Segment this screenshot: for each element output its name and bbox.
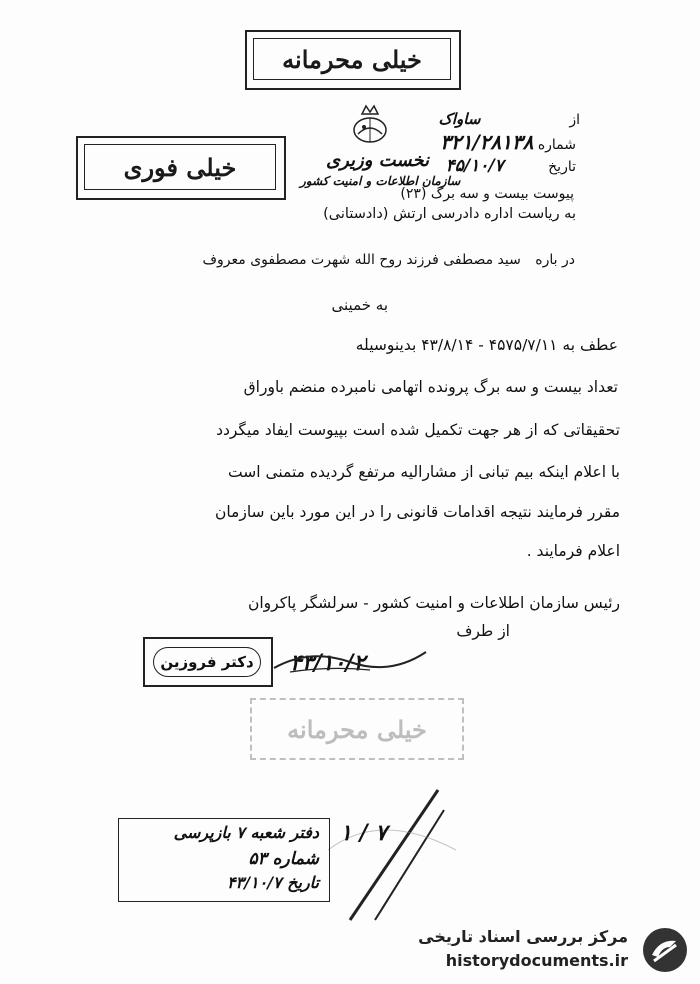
letterhead-org: سازمان اطلاعات و امنیت کشور [300, 174, 461, 188]
registry-margin-note: ۷ / ۱ [340, 820, 388, 846]
signature-on-behalf: از طرف [456, 622, 510, 640]
number-field [440, 130, 576, 154]
archive-logo-icon [640, 925, 690, 975]
diagonal-marking [320, 780, 460, 930]
enclosure-field: پیوست بیست و سه برگ (۲۳) [400, 186, 574, 202]
subject-line [203, 252, 576, 268]
faint-classification-stamp [250, 698, 464, 760]
body-line-4: مقرر فرمایند نتیجه اقدامات قانونی را در این مورد باین سازمان [214, 503, 620, 521]
date-value: ۴۵/۱۰/۷ [445, 156, 504, 176]
body-line-3: با اعلام اینکه بیم تبانی از مشارالیه مرتفع گردیده متمنی است [228, 463, 620, 481]
subject-text: سید مصطفی فرزند روح الله شهرت مصطفوی معروف [202, 252, 521, 268]
handwritten-date: ۴۳/۱۰/۲ [290, 650, 366, 676]
signature-title: رئیس سازمان اطلاعات و امنیت کشور - سرلشگر پاکروان [247, 594, 620, 612]
subject-label: در باره [535, 252, 575, 268]
footer-url: historydocuments.ir [445, 951, 628, 970]
footer-watermark [410, 925, 690, 975]
registry-stamp [118, 818, 330, 902]
number-label: شماره [537, 137, 576, 153]
registry-line-3: تاریخ ۴۳/۱۰/۷ [226, 873, 319, 892]
footer-org-name: مرکز بررسی اسناد تاریخی [418, 927, 628, 946]
number-value: ۳۲۱/۲۸۱۳۸ [440, 130, 534, 154]
subject-line-2: به خمینی [331, 296, 388, 314]
from-field [438, 110, 580, 128]
classification-stamp [245, 30, 461, 90]
signature-scribble [270, 638, 430, 678]
date-label: تاریخ [548, 159, 576, 175]
classification-stamp-text: خیلی محرمانه [282, 44, 422, 74]
signature-stamp-inner [153, 647, 261, 677]
registry-line-2: شماره ۵۳ [248, 849, 319, 869]
body-line-1: تعداد بیست و سه برگ پرونده اتهامی نامبرده منضم باوراق [243, 378, 618, 396]
letterhead-office: نخست وزیری [326, 150, 430, 171]
signature-stamp-name: دکتر فروزین [160, 653, 254, 671]
body-reference: عطف به ۴۵۷۵/۷/۱۱ - ۴۳/۸/۱۴ بدینوسیله [355, 336, 618, 354]
recipient-field: به ریاست اداره دادرسی ارتش (دادستانی) [323, 206, 576, 222]
faint-classification-stamp-text: خیلی محرمانه [287, 714, 427, 744]
signature-stamp [143, 637, 273, 687]
urgency-stamp [76, 136, 286, 200]
from-label: از [569, 112, 580, 128]
urgency-stamp-text: خیلی فوری [123, 152, 237, 182]
urgency-stamp-inner [84, 144, 276, 190]
date-field [446, 156, 576, 176]
lion-sun-emblem-icon [340, 100, 400, 148]
classification-stamp-inner [253, 38, 451, 80]
registry-line-1: دفتر شعبه ۷ بازپرسی [173, 823, 319, 842]
body-line-5: اعلام فرمایند . [526, 542, 620, 560]
from-value: ساواک [438, 110, 481, 128]
body-line-2: تحقیقاتی که از هر جهت تکمیل شده است بپیوست ایفاد میگردد [216, 421, 620, 439]
